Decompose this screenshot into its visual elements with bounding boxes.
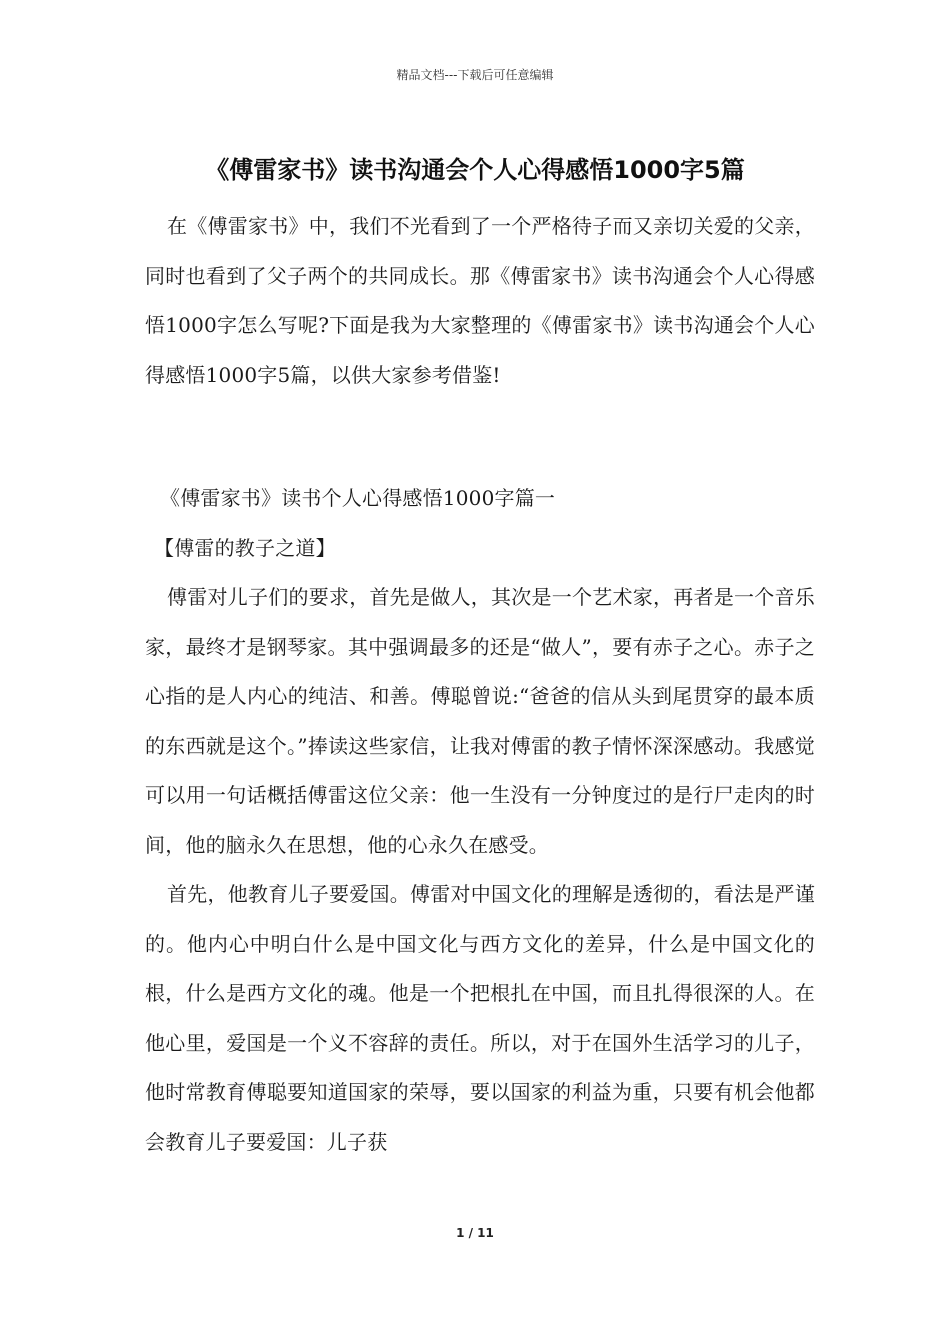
page-number: 1 / 11 bbox=[456, 1226, 494, 1240]
intro-section bbox=[145, 202, 815, 400]
intro-paragraph: 在《傅雷家书》中，我们不光看到了一个严格待子而又亲切关爱的父亲，同时也看到了父子两个的共同成长。那《傅雷家书》读书沟通会个人心得感悟1000字怎么写呢?下面是我为大家整理的《傅雷家书》读书沟通会个人心得感悟1000字5篇，以供大家参考借鉴! bbox=[145, 214, 815, 387]
body-paragraph-2: 首先，他教育儿子要爱国。傅雷对中国文化的理解是透彻的，看法是严谨的。他内心中明白什么是中国文化与西方文化的差异，什么是中国文化的根，什么是西方文化的魂。他是一个把根扎在中国，而且扎得很深的人。在他心里，爱国是一个义不容辞的责任。所以，对于在国外生活学习的儿子，他时常教育傅聪要知道国家的荣辱，要以国家的利益为重，只要有机会他都会教育儿子要爱国：儿子获 bbox=[145, 882, 815, 1154]
section-heading: 《傅雷家书》读书个人心得感悟1000字篇一 bbox=[160, 486, 556, 510]
page-header: 精品文档---下载后可任意编辑 bbox=[396, 68, 554, 82]
body-paragraph-1: 傅雷对儿子们的要求，首先是做人，其次是一个艺术家，再者是一个音乐家，最终才是钢琴家。其中强调最多的还是“做人”，要有赤子之心。赤子之心指的是人内心的纯洁、和善。傅聪曾说:“爸爸的信从头到尾贯穿的最本质的东西就是这个。”捧读这些家信，让我对傅雷的教子情怀深深感动。我感觉可以用一句话概括傅雷这位父亲：他一生没有一分钟度过的是行尸走肉的时间，他的脑永久在思想，他的心永久在感受。 bbox=[145, 585, 815, 857]
subheading: 【傅雷的教子之道】 bbox=[154, 535, 336, 560]
main-section bbox=[145, 474, 815, 1167]
document-title: 《傅雷家书》读书沟通会个人心得感悟1000字5篇 bbox=[205, 156, 745, 184]
